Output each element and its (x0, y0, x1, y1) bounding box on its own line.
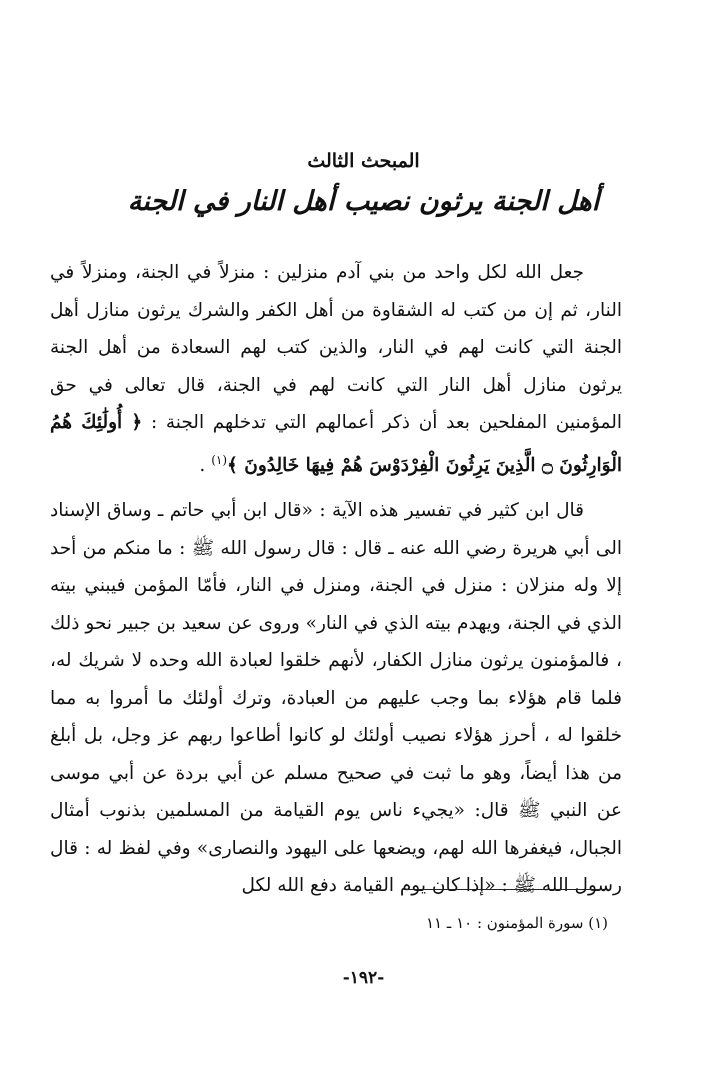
paragraph-1-end: . (199, 454, 212, 476)
page-number: -١٩٢- (342, 968, 385, 988)
quran-verse: ﴿ أُولَٰئِكَ هُمُ الْوَارِثُونَ ۝ الَّذِينَ يَرِثُونَ الْفِرْدَوْسَ هُمْ فِيهَا خَالِدُونَ ﴾ (50, 412, 622, 476)
paragraph-2-text: قال ابن كثير في تفسير هذه الآية : «قال ابن أبي حاتم ـ وساق الإسناد الى أبي هريرة رضي الله عنه ـ قال : قال رسول الله ﷺ : ما منكم من أحد إلا وله منزلان : منزل في الجنة، ومنزل في النار، فأمّا المؤمن فيبني بيته الذي في الجنة، ويهدم بيته الذي في النار» وروى عن سعيد بن جبير نحو ذلك ، فالمؤمنون يرثون منازل الكفار، لأنهم خلقوا لعبادة الله وحده لا شريك له، فلما قام هؤلاء بما وجب عليهم من العبادة، وترك أولئك ما أمروا به مما خلقوا له ، أحرز هؤلاء نصيب أولئك لو كانوا أطاعوا ربهم عز وجل، بل أبلغ من هذا أيضاً، وهو ما ثبت في صحيح مسلم عن أبي بردة عن أبي موسى عن النبي ﷺ قال: «يجيء ناس يوم القيامة من المسلمين بذنوب أمثال الجبال، فيغفرها الله لهم، ويضعها على اليهود والنصارى» وفي لفظ له : قال رسول الله ﷺ : «إذا كان يوم القيامة دفع الله لكل (50, 500, 622, 896)
chapter-heading: أهل الجنة يرثون نصيب أهل النار في الجنة (127, 186, 600, 217)
section-title: المبحث الثالث (307, 150, 420, 172)
footnote-divider (404, 889, 606, 890)
paragraph-2 (50, 492, 622, 905)
paragraph-1 (50, 254, 622, 484)
paragraph-1-text: جعل الله لكل واحد من بني آدم منزلين : منزلاً في الجنة، ومنزلاً في النار، ثم إن من كتب له الشقاوة من أهل الكفر والشرك يرثون منازل أهل الجنة التي كانت لهم في النار، والذين كتب لهم السعادة من أهل الجنة يرثون منازل أهل النار التي كانت لهم في الجنة، قال تعالى في حق المؤمنين المفلحين بعد أن ذكر أعمالهم التي تدخلهم الجنة : (50, 262, 622, 433)
footnote: (١) سورة المؤمنون : ١٠ ـ ١١ (426, 914, 608, 932)
footnote-reference[interactable]: (١) (211, 452, 228, 467)
